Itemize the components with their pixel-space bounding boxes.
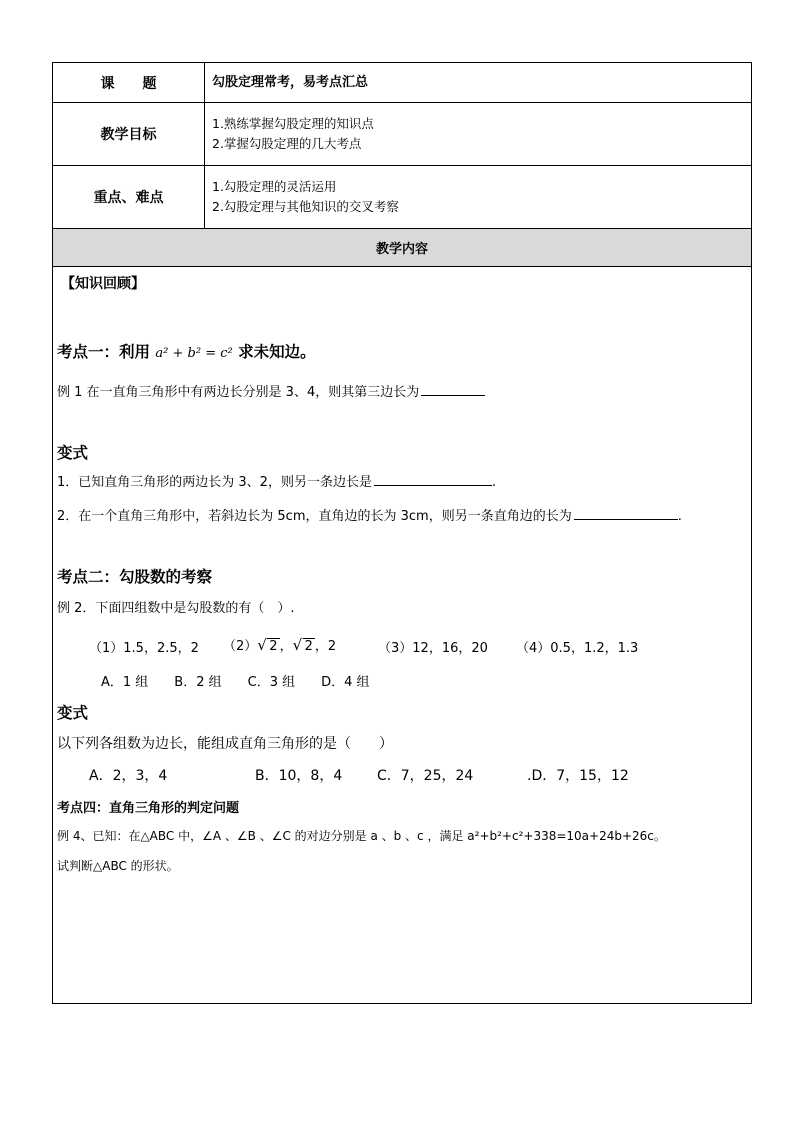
variant1-question-1 [57,471,496,490]
goal-label: 教学目标 [53,103,205,165]
ex2-option-2-prefix: （2） [223,639,258,654]
goal-item: 1.熟练掌握勾股定理的知识点 [212,116,374,131]
focus-list [212,166,751,228]
example-4-line-2: 试判断△ABC 的形状。 [57,859,179,873]
answer-blank [421,381,485,396]
sqrt-radicand: 2 [304,639,313,654]
point1-prefix: 考点一：利用 [57,343,151,361]
example-4-line-1: 例 4、已知：在△ABC 中，∠A 、∠B 、∠C 的对边分别是 a 、b 、c ，满足 a²+b²+c²+338=10a+24b+26c。 [57,829,666,843]
period: . [491,475,497,490]
variant2-option-b: B．10，8，4 [255,768,343,784]
example-2: 例 2．下面四组数中是勾股数的有（ ）. [57,601,295,616]
ex2-option-2: （2） √ 2 ， √ 2 ，2 [223,636,337,654]
topic-label: 课 题 [53,63,205,102]
focus-item: 2.勾股定理与其他知识的交叉考察 [212,199,399,214]
example-1 [57,381,485,400]
focus-row [53,166,751,229]
variant2-option-a: A．2，3，4 [89,768,168,784]
pythagorean-formula: a² + b² = c² [155,346,233,361]
ex2-choices: A．1 组 B．2 组 C．3 组 D．4 组 [101,675,370,690]
variant1-question-2 [57,505,682,524]
answer-blank [374,471,492,486]
variant1-q1-text: 1．已知直角三角形的两边长为 3、2，则另一条边长是 [57,475,372,490]
content-title: 教学内容 [53,229,751,267]
review-heading: 【知识回顾】 [61,276,145,292]
variant1-q2-text: 2．在一个直角三角形中，若斜边长为 5cm，直角边的长为 3cm，则另一条直角边的长为 [57,509,572,524]
variant2-option-d: .D．7，15，12 [527,768,629,784]
variant1-heading: 变式 [57,444,89,462]
goal-item: 2.掌握勾股定理的几大考点 [212,136,362,151]
sqrt-radicand: 2 [269,639,278,654]
topic-row [53,63,751,103]
topic-value: 勾股定理常考，易考点汇总 [212,74,369,90]
variant2-option-c: C．7，25，24 [377,768,474,784]
goal-row [53,103,751,166]
ex2-option-3: （3）12，16，20 [378,641,488,656]
answer-blank [574,505,678,520]
sqrt-icon: √ 2 [292,636,313,654]
variant2-question: 以下列各组数为边长，能组成直角三角形的是（ ） [57,736,393,752]
sqrt-icon: √ 2 [257,636,278,654]
point2-heading: 考点二：勾股数的考察 [57,568,213,586]
example-1-text: 例 1 在一直角三角形中有两边长分别是 3、4，则其第三边长为 [57,385,420,400]
teaching-content [53,267,751,1003]
focus-item: 1.勾股定理的灵活运用 [212,179,337,194]
goal-list [212,103,751,165]
point1-heading [57,340,316,362]
ex2-option-1: （1）1.5，2.5，2 [89,641,199,656]
ex2-option-2-tail: ，2 [314,639,337,654]
variant2-heading: 变式 [57,704,89,722]
point1-suffix: 求未知边。 [238,343,316,361]
period: . [677,509,682,524]
point4-heading: 考点四：直角三角形的判定问题 [57,801,240,816]
lesson-plan-table [52,62,752,1004]
focus-label: 重点、难点 [53,166,205,228]
ex2-option-4: （4）0.5，1.2，1.3 [516,641,639,656]
